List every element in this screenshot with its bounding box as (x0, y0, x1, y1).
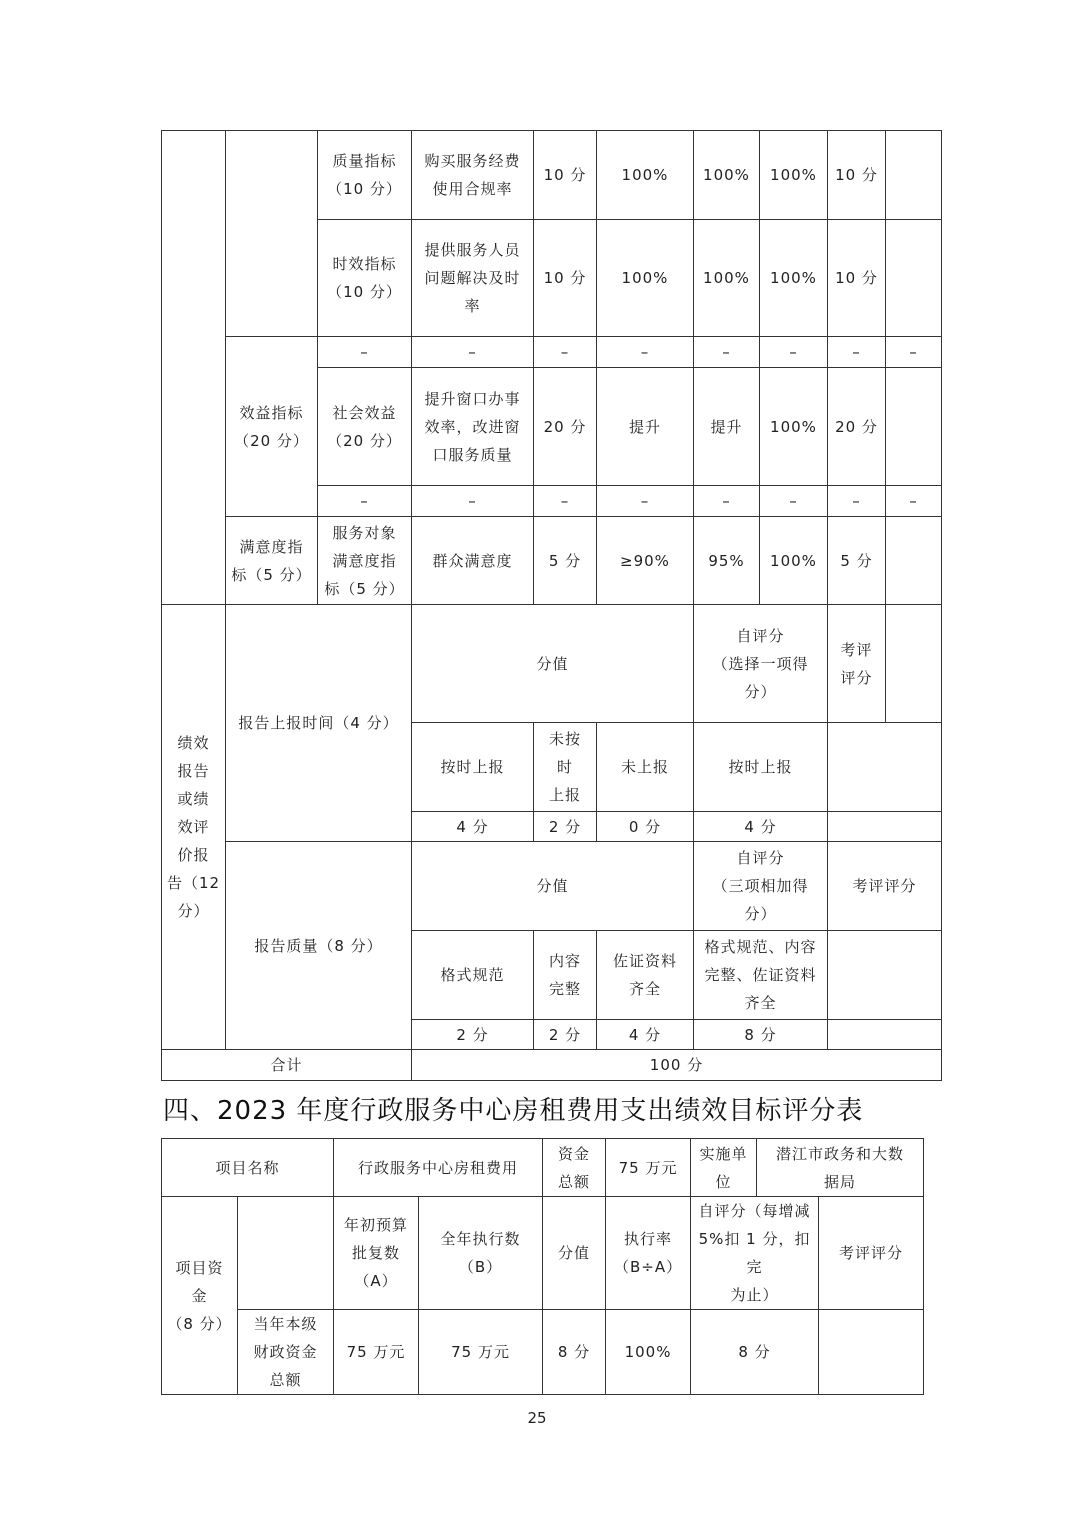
quality-target: 100% (597, 131, 694, 220)
self-points-quality: 8 分 (694, 1020, 828, 1050)
quality-rate: 100% (760, 131, 828, 220)
execution-label: 全年执行数 （B） (419, 1197, 543, 1310)
review-score-value (819, 1310, 924, 1395)
table-row (162, 131, 942, 220)
rent-expense-score-table (161, 1138, 924, 1395)
table-row (162, 337, 942, 368)
table-row (162, 1197, 924, 1310)
report-category: 绩效 报告 或绩 效评 价报 告（12 分） (162, 605, 226, 1050)
table-row (162, 517, 942, 605)
quality-metric: 质量指标 （10 分） (318, 131, 412, 220)
dash-cell: – (534, 337, 597, 368)
timeliness-metric: 时效指标 （10 分） (318, 220, 412, 337)
self-score-one-header: 自评分 （选择一项得 分） (694, 605, 828, 723)
review-score-label: 考评评分 (819, 1197, 924, 1310)
quality-self-score: 10 分 (828, 131, 886, 220)
dash-cell: – (760, 486, 828, 517)
dash-cell: – (694, 337, 760, 368)
review-score-header: 考评评分 (828, 842, 942, 931)
execution-rate-value: 100% (606, 1310, 691, 1395)
self-points-time: 4 分 (694, 812, 828, 842)
satisfaction-item: 群众满意度 (412, 517, 534, 605)
fiscal-fund-label: 当年本级 财政资金 总额 (238, 1310, 334, 1395)
page-number: 25 (527, 1409, 547, 1427)
satisfaction-target: ≥90% (597, 517, 694, 605)
points-not-ontime: 2 分 (534, 812, 597, 842)
option-ontime: 按时上报 (412, 723, 534, 812)
table-row (162, 1310, 924, 1395)
fund-label: 项目资 金 （8 分） (162, 1197, 238, 1395)
project-name: 行政服务中心房租费用 (334, 1139, 543, 1197)
table-row (162, 842, 942, 931)
fund-total-label: 资金 总额 (543, 1139, 606, 1197)
timeliness-review-score (886, 220, 942, 337)
option-evidence: 佐证资料 齐全 (597, 931, 694, 1020)
blank-cell (828, 1020, 942, 1050)
points-ontime: 4 分 (412, 812, 534, 842)
quality-weight: 10 分 (534, 131, 597, 220)
blank-cell (828, 812, 942, 842)
social-self-score: 20 分 (828, 368, 886, 486)
timeliness-actual: 100% (694, 220, 760, 337)
social-rate: 100% (760, 368, 828, 486)
table-row (162, 1050, 942, 1081)
implementing-unit: 潜江市政务和大数 据局 (757, 1139, 924, 1197)
option-not-reported: 未上报 (597, 723, 694, 812)
points-not-reported: 0 分 (597, 812, 694, 842)
primary-metric-blank (226, 131, 318, 337)
timeliness-target: 100% (597, 220, 694, 337)
social-review-score (886, 368, 942, 486)
total-label: 合计 (162, 1050, 412, 1081)
social-weight: 20 分 (534, 368, 597, 486)
dash-cell: – (318, 337, 412, 368)
self-score-label: 自评分（每增减 5%扣 1 分，扣完 为止） (691, 1197, 819, 1310)
satisfaction-actual: 95% (694, 517, 760, 605)
self-score-sum-header: 自评分 （三项相加得 分） (694, 842, 828, 931)
benefit-metric: 效益指标 （20 分） (226, 337, 318, 517)
dash-cell: – (828, 337, 886, 368)
dash-cell: – (412, 486, 534, 517)
project-name-label: 项目名称 (162, 1139, 334, 1197)
review-score-header: 考评 评分 (828, 605, 886, 723)
dash-cell: – (828, 486, 886, 517)
dash-cell: – (694, 486, 760, 517)
points-evidence: 4 分 (597, 1020, 694, 1050)
dash-cell: – (318, 486, 412, 517)
timeliness-rate: 100% (760, 220, 828, 337)
self-option-all: 格式规范、内容 完整、佐证资料 齐全 (694, 931, 828, 1020)
score-value: 8 分 (543, 1310, 606, 1395)
blank-cell (828, 931, 942, 1020)
category-cell-blank (162, 131, 226, 605)
budget-label: 年初预算 批复数 （A） (334, 1197, 419, 1310)
dash-cell: – (597, 486, 694, 517)
satisfaction-review-score (886, 517, 942, 605)
points-format: 2 分 (412, 1020, 534, 1050)
self-score-value: 8 分 (691, 1310, 819, 1395)
social-target: 提升 (597, 368, 694, 486)
social-actual: 提升 (694, 368, 760, 486)
section-heading: 四、2023 年度行政服务中心房租费用支出绩效目标评分表 (163, 1096, 864, 1126)
total-value: 100 分 (412, 1050, 942, 1081)
satisfaction-metric: 满意度指 标（5 分） (226, 517, 318, 605)
report-time-label: 报告上报时间（4 分） (226, 605, 412, 842)
score-value-header: 分值 (412, 842, 694, 931)
social-item: 提升窗口办事 效率，改进窗 口服务质量 (412, 368, 534, 486)
score-label: 分值 (543, 1197, 606, 1310)
timeliness-self-score: 10 分 (828, 220, 886, 337)
option-content: 内容 完整 (534, 931, 597, 1020)
table-row (162, 605, 942, 723)
social-metric: 社会效益 （20 分） (318, 368, 412, 486)
execution-rate-label: 执行率 （B÷A） (606, 1197, 691, 1310)
option-format: 格式规范 (412, 931, 534, 1020)
execution-value: 75 万元 (419, 1310, 543, 1395)
satisfaction-sub-metric: 服务对象 满意度指 标（5 分） (318, 517, 412, 605)
dash-cell: – (534, 486, 597, 517)
timeliness-item: 提供服务人员 问题解决及时 率 (412, 220, 534, 337)
blank-cell (238, 1197, 334, 1310)
quality-item: 购买服务经费 使用合规率 (412, 131, 534, 220)
quality-actual: 100% (694, 131, 760, 220)
dash-cell: – (886, 337, 942, 368)
satisfaction-self-score: 5 分 (828, 517, 886, 605)
dash-cell: – (597, 337, 694, 368)
fund-total: 75 万元 (606, 1139, 691, 1197)
budget-value: 75 万元 (334, 1310, 419, 1395)
self-option-ontime: 按时上报 (694, 723, 828, 812)
satisfaction-weight: 5 分 (534, 517, 597, 605)
quality-review-score (886, 131, 942, 220)
dash-cell: – (760, 337, 828, 368)
score-value-header: 分值 (412, 605, 694, 723)
unit-label: 实施单 位 (691, 1139, 757, 1197)
report-quality-label: 报告质量（8 分） (226, 842, 412, 1050)
dash-cell: – (412, 337, 534, 368)
points-content: 2 分 (534, 1020, 597, 1050)
dash-cell: – (886, 486, 942, 517)
performance-score-table-continued (161, 130, 942, 1081)
table-row (162, 1139, 924, 1197)
blank-cell (828, 723, 942, 812)
option-not-ontime: 未按 时 上报 (534, 723, 597, 812)
timeliness-weight: 10 分 (534, 220, 597, 337)
satisfaction-rate: 100% (760, 517, 828, 605)
blank-cell (886, 605, 942, 723)
